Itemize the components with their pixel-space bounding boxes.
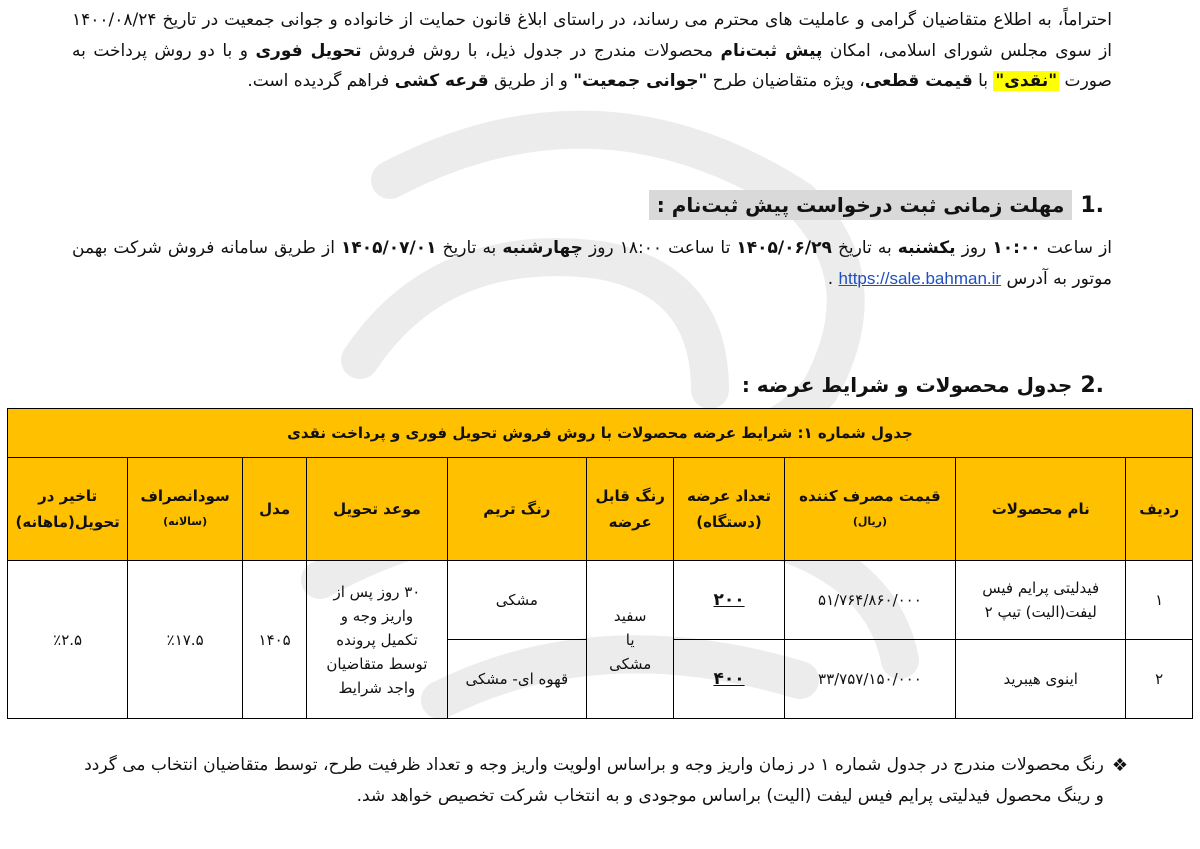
header-price-unit: (ریال) (852, 515, 888, 528)
intro-bold: پیش ثبت‌نام (720, 40, 823, 61)
header-color: رنگ قابل عرضه (587, 458, 674, 561)
header-row-number: ردیف (1126, 458, 1193, 561)
intro-text: محصولات مندرج در جدول ذیل، با روش فروش (361, 40, 721, 61)
intro-text: فراهم گردیده است. (247, 71, 395, 91)
header-price-label: قیمت مصرف کننده (799, 487, 941, 505)
intro-text: ، ویژه متقاضیان طرح (707, 71, 865, 91)
cell-delivery: ۳۰ روز پس از واریز وجه و تکمیل پرونده توسط متقاضیان واجد شرایط (307, 561, 447, 719)
header-delivery: موعد تحویل (307, 458, 447, 561)
intro-highlight: "نقدی" (995, 71, 1058, 91)
cell-row-number: ۲ (1126, 640, 1193, 719)
cell-product: اینوی هیبرید (956, 640, 1126, 719)
intro-bold: "جوانی جمعیت" (573, 71, 708, 91)
header-interest-unit: (سالانه) (163, 515, 208, 528)
sale-site-link[interactable]: https://sale.bahman.ir (838, 268, 1002, 288)
s1-text: از ساعت (1040, 238, 1113, 258)
cell-trim: قهوه ای- مشکی (447, 640, 586, 719)
header-product: نام محصولات (956, 458, 1126, 561)
cell-trim: مشکی (447, 561, 586, 640)
intro-paragraph (72, 5, 1112, 97)
note-text: رنگ محصولات مندرج در جدول شماره ۱ در زمان واریز وجه و براساس اولویت واریز وجه و تعداد ظرفیت طرح، توسط متقاضیان انتخاب می گردد و رینگ محصول فیدلیتی پرایم فیس لیفت (الیت) براساس موجودی و به انتخاب شرکت تخصیص خواهد شد. (84, 755, 1104, 806)
cell-row-number: ۱ (1126, 561, 1193, 640)
intro-bold: قرعه کشی (394, 71, 489, 91)
s1-bold: ۱۴۰۵/۰۷/۰۱ (341, 238, 437, 258)
s1-text: روز (955, 238, 993, 258)
section2-number: .2 (1080, 372, 1104, 398)
cell-color: سفید یا مشکی (587, 561, 674, 719)
s1-text: به تاریخ (436, 238, 503, 258)
header-qty: تعداد عرضه (دستگاه) (674, 458, 785, 561)
s1-text: به تاریخ (831, 238, 898, 258)
header-model: مدل (242, 458, 306, 561)
diamond-bullet-icon: ❖ (1111, 755, 1128, 776)
intro-text: و با دو روش پرداخت به صورت (72, 40, 1112, 91)
header-delay: تاخیر در تحویل(ماهانه) (8, 458, 128, 561)
intro-bold: تحویل فوری (255, 40, 362, 61)
intro-text: احتراماً، به اطلاع متقاضیان گرامی و عاملیت های محترم می رساند، در راستای ابلاغ قانون حمایت از خانواده و جوانی جمعیت در تاریخ ۱۴۰۰/۰۸/۲۴ از سوی مجلس شورای اسلامی، امکان (72, 10, 1112, 61)
cell-delay: ٪۲.۵ (8, 561, 128, 719)
header-price (784, 458, 955, 561)
s1-text: . (827, 268, 839, 289)
cell-model: ۱۴۰۵ (242, 561, 306, 719)
section1-heading (641, 184, 1112, 226)
header-interest (128, 458, 243, 561)
header-trim: رنگ تریم (447, 458, 586, 561)
cell-qty (674, 640, 785, 719)
s1-bold: ۱۴۰۵/۰۶/۲۹ (736, 238, 832, 258)
s1-bold: چهارشنبه (502, 238, 583, 258)
table-row (8, 561, 1193, 640)
section2-heading (734, 364, 1112, 406)
section1-paragraph (72, 233, 1112, 294)
section1-title: مهلت زمانی ثبت درخواست پیش ثبت‌نام : (649, 190, 1073, 220)
cell-interest: ٪۱۷.۵ (128, 561, 243, 719)
section1-number: .1 (1080, 192, 1104, 218)
header-interest-label: سودانصراف (140, 487, 230, 505)
s1-bold: ۱۰:۰۰ (992, 238, 1041, 258)
cell-product: فیدلیتی پرایم فیس لیفت(الیت) تیپ ۲ (956, 561, 1126, 640)
cell-price: ۳۳/۷۵۷/۱۵۰/۰۰۰ (784, 640, 955, 719)
table-caption: جدول شماره ۱: شرایط عرضه محصولات با روش فروش تحویل فوری و پرداخت نقدی (8, 409, 1193, 458)
section2-title: جدول محصولات و شرایط عرضه : (741, 373, 1073, 397)
cell-qty (674, 561, 785, 640)
products-table (7, 408, 1193, 719)
intro-bold: قیمت قطعی (864, 71, 973, 91)
s1-text: تا ساعت ۱۸:۰۰ روز (582, 238, 737, 258)
s1-bold: یکشنبه (897, 238, 956, 258)
intro-text: با (972, 71, 994, 91)
cell-price: ۵۱/۷۶۴/۸۶۰/۰۰۰ (784, 561, 955, 640)
qty-value: ۲۰۰ (713, 590, 745, 610)
intro-text: و از طریق (488, 71, 574, 91)
qty-value: ۴۰۰ (713, 669, 745, 689)
note-item (78, 750, 1128, 812)
s1-text: از طریق سامانه فروش شرکت بهمن موتور به آدرس (72, 238, 1112, 289)
